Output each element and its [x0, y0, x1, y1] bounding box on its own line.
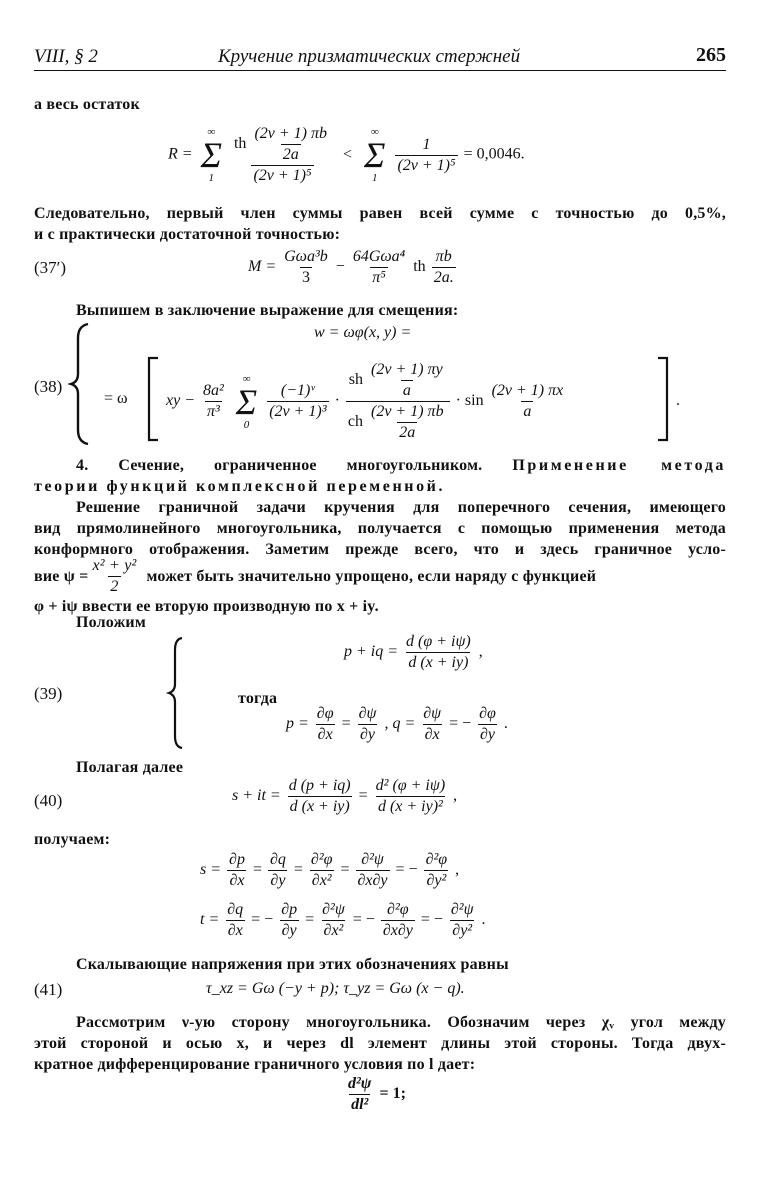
paragraph-8: Скалывающие напряжения при этих обозначениях равны — [76, 956, 509, 973]
equation-boundary: $\frac{\text{d²ψ}}{\text{dl²}}$ = 1; — [348, 1075, 406, 1113]
paragraph-2-line-2: и с практически достаточной точностью: — [34, 226, 341, 243]
header-title: Кручение призматических стержней — [218, 46, 521, 67]
paragraph-4-line-3: конформного отображения. Заметим прежде всего, что и здесь граничное усло- — [34, 541, 726, 558]
section-4-heading-line-1: 4. Сечение, ограниченное многоугольником. Применение метода — [76, 457, 727, 474]
eq-number-41: (41) — [34, 980, 63, 999]
equation-37: M = Gωa³b 3 − 64Gωa⁴ π⁵ th $\frac{\pi b}{2a.}$ — [248, 248, 454, 286]
sum-symbol-2: ∞ Σ 1 — [364, 126, 386, 184]
fraction-main: th $\frac{(2\nu + 1) \pi b}{2a}$ (2ν + 1)⁵ — [233, 125, 328, 184]
paragraph-2-line-1: Следовательно, первый член суммы равен всей сумме с точностью до 0,5%, — [34, 205, 726, 222]
paragraph-7: получаем: — [34, 831, 111, 848]
eq-result: = 0,0046. — [463, 145, 525, 163]
eq-number-37: (37′) — [34, 258, 67, 277]
less-than: < — [343, 145, 353, 163]
equation-41: τ_xz = Gω (−y + p); τ_yz = Gω (x − q). — [206, 980, 465, 997]
running-header — [34, 44, 726, 71]
equation-t: t = $\frac{\partial q}{\partial x}$ = − $\frac{\partial p}{\partial y}$ = $\frac{\text{∂²ψ}}{\text{∂x²}}$ = − $\frac{\text{∂²φ}}{\partial x\partial y}$ = − $\frac{\text{∂²ψ}}{\text{∂y²}}$ . — [200, 901, 486, 939]
equation-s: s = $\frac{\partial p}{\partial x}$ = $\frac{\partial q}{\partial y}$ = $\frac{\text{∂²φ}}{\text{∂x²}}$ = $\frac{\text{∂²ψ}}{\partial x\partial y}$ = − $\frac{\text{∂²φ}}{\text{∂y²}}$ , — [200, 851, 460, 889]
eq-number-39: (39) — [34, 684, 63, 703]
left-brace — [68, 322, 94, 446]
paragraph-9-line-3: кратное дифференцирование граничного условия по l дает: — [34, 1056, 476, 1073]
equation-remainder — [168, 124, 525, 186]
page-number: 265 — [696, 44, 726, 66]
header-section: VIII, § 2 — [34, 46, 98, 67]
right-bracket — [656, 356, 670, 442]
equation-39-line-1: p + iq = $\frac{d (\varphi + i\psi)}{d (x + iy)}$ , — [344, 633, 483, 671]
equation-38-line-2: xy − $\frac{\text{8a²}}{\text{π³}}$ ∞ Σ 0 $\frac{\text{(−1)ᵛ}}{\text{(2ν + 1)³}}$ · sh $\frac{(2\nu + 1) \pi y}{a}$ ch $\frac{(2\nu + 1) \pi b}{2a}$ · sin $\frac{(2\nu + 1) \pi x}{a}$ — [166, 361, 564, 441]
paragraph-9-line-2: этой стороной и осью x, и через dl элемент длины этой стороны. Тогда двух- — [34, 1035, 726, 1052]
eq38-end: . — [676, 392, 680, 409]
paragraph-4-line-4: вие ψ = $\frac{\text{x² + y²}}{2}$ может быть значительно упрощено, если наряду с функцией — [34, 557, 597, 595]
eq38-omega: = ω — [104, 390, 128, 407]
fraction-bound: $\frac{1}{\text{(2ν + 1)⁵}}$ — [397, 135, 456, 174]
left-brace-39 — [166, 636, 186, 750]
sum-symbol: ∞ Σ 1 — [200, 126, 222, 184]
paragraph-6: Полагая далее — [76, 759, 184, 776]
paragraph-4-line-5: φ + iψ ввести ее вторую производную по x + iy. — [34, 598, 379, 615]
equation-39-line-2: p = $\frac{\partial\varphi}{\partial x}$ = $\frac{\partial\psi}{\partial y}$ , q = $\frac{\partial\psi}{\partial x}$ = − $\frac{\partial\varphi}{\partial y}$ . — [286, 705, 508, 743]
eq-lhs: R = — [168, 145, 193, 163]
equation-38-line-1: w = ωφ(x, y) = — [314, 324, 412, 341]
equation-40: s + it = $\frac{d (p + iq)}{d (x + iy)}$ = $\frac{\text{d² (φ + iψ)}}{\text{d (x + iy)²}}$ , — [232, 777, 458, 815]
paragraph-4-line-2: вид прямолинейного многоугольника, получается с помощью применения метода — [34, 520, 726, 537]
eq-number-40: (40) — [34, 791, 63, 810]
paragraph-5: Положим — [76, 614, 146, 631]
paragraph-9-line-1: Рассмотрим ν-ую сторону многоугольника. Обозначим через χᵥ угол между — [76, 1014, 726, 1031]
eq39-togda: тогда — [238, 690, 278, 707]
paragraph-4-line-1: Решение граничной задачи кручения для поперечного сечения, имеющего — [76, 499, 726, 516]
section-4-heading-line-2: теории функций комплексной переменной. — [34, 478, 446, 495]
paragraph-intro: а весь остаток — [34, 96, 140, 113]
left-bracket — [146, 356, 160, 442]
eq-number-38: (38) — [34, 377, 63, 396]
paragraph-3: Выпишем в заключение выражение для смещения: — [76, 302, 459, 319]
